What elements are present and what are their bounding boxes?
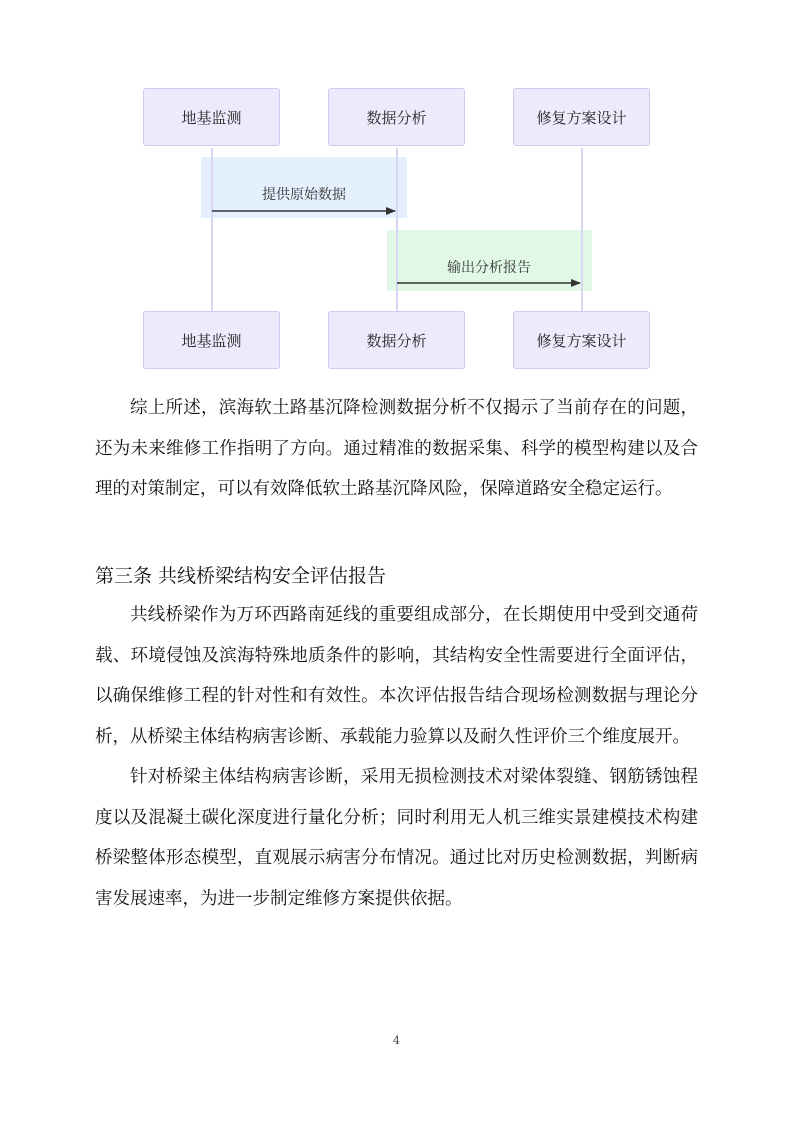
participant-top-foundation-monitoring: 地基监测 <box>143 88 280 146</box>
participant-top-data-analysis: 数据分析 <box>328 88 465 146</box>
section-heading: 第三条 共线桥梁结构安全评估报告 <box>95 565 387 587</box>
message-label-1: 提供原始数据 <box>262 187 346 203</box>
participant-bottom-foundation-monitoring: 地基监测 <box>143 311 280 369</box>
participant-bottom-repair-design: 修复方案设计 <box>513 311 650 369</box>
summary-paragraph: 综上所述，滨海软土路基沉降检测数据分析不仅揭示了当前存在的问题，还为未来维修工作指明了方向。通过精准的数据采集、科学的模型构建以及合理的对策制定，可以有效降低软土路基沉降风险，保障道路安全稳定运行。 <box>95 398 698 499</box>
page-number: 4 <box>393 1034 400 1047</box>
bridge-diagnosis-paragraph: 针对桥梁主体结构病害诊断，采用无损检测技术对梁体裂缝、钢筋锈蚀程度以及混凝土碳化深度进行量化分析；同时利用无人机三维实景建模技术构建桥梁整体形态模型，直观展示病害分布情况。通过比对历史检测数据，判断病害发展速率，为进一步制定维修方案提供依据。 <box>95 767 698 909</box>
message-label-2: 输出分析报告 <box>447 260 531 276</box>
participant-top-repair-design: 修复方案设计 <box>513 88 650 146</box>
summary-paragraph-block <box>95 388 698 510</box>
participant-bottom-data-analysis: 数据分析 <box>328 311 465 369</box>
sequence-diagram <box>0 0 793 380</box>
message-arrows <box>0 0 793 380</box>
bridge-paragraphs-block <box>95 595 698 919</box>
bridge-intro-paragraph: 共线桥梁作为万环西路南延线的重要组成部分，在长期使用中受到交通荷载、环境侵蚀及滨海特殊地质条件的影响，其结构安全性需要进行全面评估，以确保维修工程的针对性和有效性。本次评估报告结合现场检测数据与理论分析，从桥梁主体结构病害诊断、承载能力验算以及耐久性评价三个维度展开。 <box>95 605 698 747</box>
